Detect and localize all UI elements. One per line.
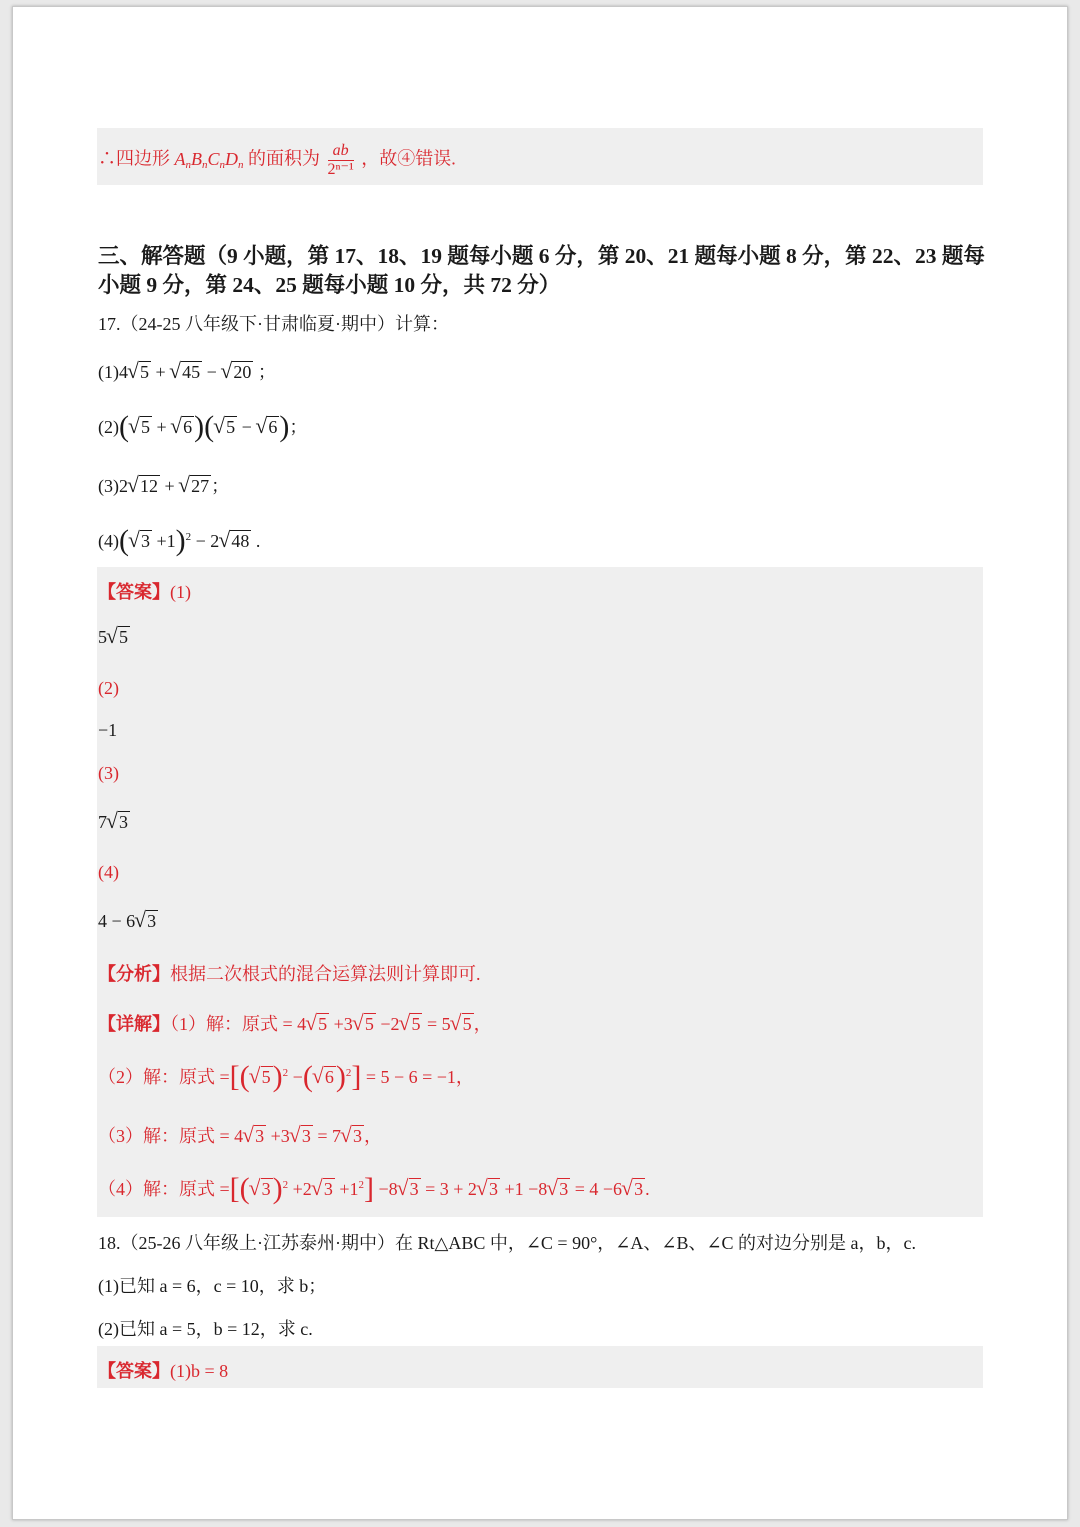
q17-answer-head: 【答案】(1) <box>98 582 191 602</box>
answer-tag: 【答案】 <box>98 1361 170 1381</box>
q17-item-3: (3)2√ 12 + √ 27 ； <box>98 472 229 498</box>
q18-item-1: (1)已知 a = 6，c = 10，求 b； <box>98 1276 327 1296</box>
q17-answer-4: 4 − 6√ 3 <box>98 911 158 932</box>
section-heading: 三、解答题（9 小题，第 17、18、19 题每小题 6 分，第 20、21 题每小题 8 分，第 22、23 题每小题 9 分，第 24、25 题每小题 10 分，共 72 分） <box>98 244 985 297</box>
area-fraction <box>328 142 354 179</box>
analysis-tag: 【分析】 <box>98 964 170 984</box>
q17-detail-1: 【详解】（1）解：原式 = 4√ 5 +3√ 5 −2√ 5 = 5√ 5 ， <box>98 1010 492 1036</box>
q18-item-2: (2)已知 a = 5，b = 12，求 c. <box>98 1319 313 1339</box>
q18-answer-box <box>97 1346 983 1388</box>
q17-answer-box <box>97 567 983 1217</box>
q17-detail-3: （3）解：原式 = 4√ 3 +3√ 3 = 7√ 3 ， <box>98 1122 382 1148</box>
detail-tag: 【详解】 <box>98 1014 170 1034</box>
quad-name: $A_nB_nC_nD_n$ <box>174 148 244 171</box>
q17-answer-2: −1 <box>98 720 118 740</box>
q17-answer-3: 7√ 3 <box>98 812 130 833</box>
fraction-denominator: 2ⁿ⁻¹ <box>327 161 354 178</box>
q17-item-1: (1)4√ 5 + √ 45 − √ 20 ； <box>98 358 276 384</box>
fraction-numerator: ab <box>328 142 354 161</box>
q18-stem: 18.（25-26 八年级上·江苏泰州·期中）在 Rt△ABC 中，∠C = 90°，∠A、∠B、∠C 的对边分别是 a，b，c. <box>98 1233 917 1253</box>
conclusion-middle: 的面积为 <box>248 148 321 169</box>
q17-detail-4: （4）解：原式 =[(√ 3)$^2$ +2√ $3 +1^2] -8√$ 3 = 3 + 2√ 3 +1 −8√ 3 = 4 −6√ 3 . <box>98 1172 650 1206</box>
q17-answer-1: 5√ 5 <box>98 627 130 648</box>
conclusion-suffix: ，故④错误. <box>361 148 456 169</box>
q18-answer: 【答案】(1)b = 8 <box>98 1361 229 1381</box>
q17-item-4: (4)(√ 3 +1)$^2$ − 2√ 48 . <box>98 524 260 558</box>
conclusion-line <box>98 142 456 179</box>
q17-detail-2: （2）解：原式 =[(√ 5)$^2$ −(√ 6)$^2$] = 5 − 6 = −1， <box>98 1060 474 1094</box>
answer-tag: 【答案】 <box>98 582 170 602</box>
q17-item-2: (2)(√ 5 + √ 6)(√ 5 − √ 6)； <box>98 410 307 444</box>
q17-analysis: 【分析】根据二次根式的混合运算法则计算即可. <box>98 964 481 984</box>
q17-answer-label-4: (4) <box>98 862 119 882</box>
conclusion-prefix: ∴四边形 <box>98 148 170 169</box>
q17-stem: 17.（24-25 八年级下·甘肃临夏·期中）计算： <box>98 314 449 334</box>
q17-answer-label-3: (3) <box>98 763 119 783</box>
q17-answer-label-2: (2) <box>98 678 119 698</box>
